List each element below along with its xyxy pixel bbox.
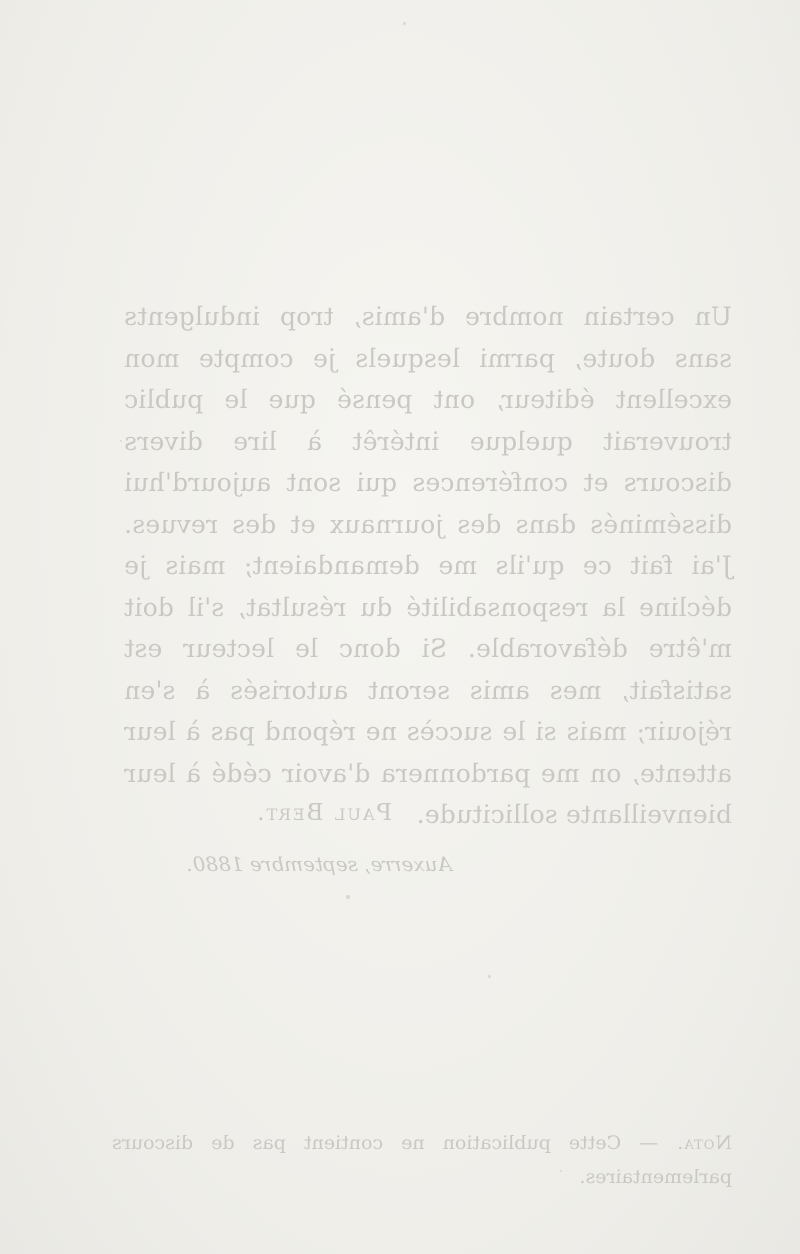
footnote-text: — Cette publication ne contient pas de discours parlementaires. [112,1132,732,1188]
paper-speck [403,22,406,25]
paper-speck [120,440,122,442]
paper-speck [488,975,491,978]
paper-speck [346,895,350,899]
place-date-line: Auxerre, septembre 1880. [186,852,452,876]
body-text-block [124,296,732,836]
footnote-label: Nota. [676,1132,732,1154]
author-signature: Paul Bert. [255,800,392,826]
paper-speck [560,1170,562,1172]
body-paragraph: Un certain nombre d'amis, trop indulgents sans doute, parmi lesquels je compte mon excellent éditeur, ont pensé que le public trouverait quelque intérêt à lire divers discours et conférences qui sont aujourd'hui disséminés dans des journaux et des revues. J'ai fait ce qu'ils me demandaient; mais je décline la responsabilité du résultat, s'il doit m'être défavorable. Si donc le lecteur est satisfait, mes amis seront autorisés à s'en réjouir; mais si le succès ne répond pas à leur attente, on me pardonnera d'avoir cédé à leur bienveillante sollicitude. [124,302,732,829]
footnote-block [112,1126,732,1194]
